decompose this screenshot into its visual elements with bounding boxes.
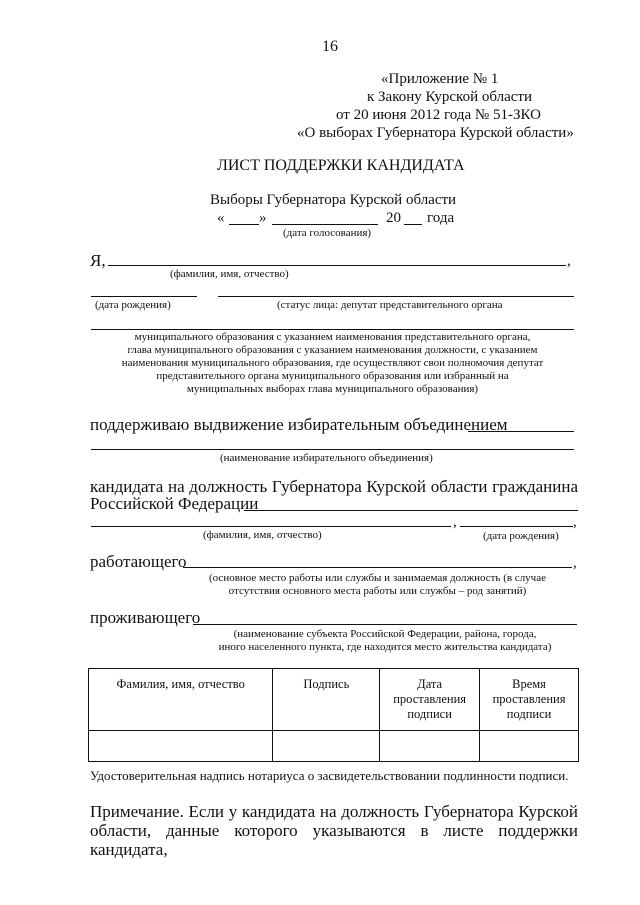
working-label: работающего (90, 552, 187, 571)
working-hint-line: отсутствия основного места работы или службы – род занятий) (228, 585, 527, 597)
residence-hint-line: иного населенного пункта, где находится место жительства кандидата) (218, 641, 552, 653)
date-year-prefix: 20 (386, 210, 401, 226)
working-hint-line: (основное место работы или службы и занимаемая должность (в случае (209, 572, 546, 584)
candidate-birthdate-hint: (дата рождения) (483, 530, 559, 542)
status-explanation-line: глава муниципального образования с указанием наименования должности, с указанием (127, 344, 538, 356)
signer-fio-hint: (фамилия, имя, отчество) (170, 268, 289, 280)
page-number: 16 (322, 38, 338, 55)
header-signature: Подпись (273, 669, 380, 731)
candidate-birthdate-field[interactable] (460, 526, 573, 527)
signer-fio-field[interactable] (108, 265, 566, 266)
signer-status-field[interactable] (218, 296, 574, 297)
residence-hint (193, 628, 577, 654)
status-explanation-line: муниципального образования с указанием наименования представительного органа, (134, 331, 531, 343)
table-row (89, 731, 579, 762)
comma: , (453, 514, 457, 530)
association-hint: (наименование избирательного объединения) (220, 452, 433, 464)
appendix-line-3: от 20 июня 2012 года № 51-ЗКО (336, 107, 541, 123)
association-field[interactable] (468, 431, 574, 432)
status-explanation-line: наименования муниципального образования, где осуществляют свои полномочия депутат (121, 357, 544, 369)
candidate-line-2: Российской Федерации (90, 494, 259, 513)
working-hint (183, 572, 572, 598)
residence-field[interactable] (193, 624, 577, 625)
date-day-field[interactable] (229, 224, 259, 225)
candidate-fio-field[interactable] (91, 526, 451, 527)
cell-time[interactable] (480, 731, 579, 762)
date-year-suffix: года (427, 210, 455, 226)
i-label: Я, (90, 251, 106, 270)
header-date: Дата проставления подписи (380, 669, 480, 731)
status-explanation-line: представительного органа муниципального образования или избранный на (156, 370, 509, 382)
signer-status-field-2[interactable] (91, 329, 574, 330)
date-year-field[interactable] (404, 224, 422, 225)
header-fio: Фамилия, имя, отчество (89, 669, 273, 731)
date-open-quote: « (217, 210, 225, 226)
appendix-line-2: к Закону Курской области (367, 89, 532, 105)
header-time: Время проставления подписи (480, 669, 579, 731)
elections-name: Выборы Губернатора Курской области (210, 192, 457, 208)
voting-date-hint: (дата голосования) (283, 227, 372, 239)
date-month-field[interactable] (272, 224, 378, 225)
appendix-line-1: «Приложение № 1 (381, 71, 499, 87)
cell-fio[interactable] (89, 731, 273, 762)
candidate-citizenship-field[interactable] (244, 510, 578, 511)
support-text: поддерживаю выдвижение избирательным объединением (90, 415, 508, 434)
candidate-line-1: кандидата на должность Губернатора Курской области гражданина (90, 477, 578, 496)
working-field[interactable] (183, 567, 572, 568)
note-line-1: Примечание. Если у кандидата на должность Губернатора Курской (90, 802, 578, 821)
table-header-row (89, 669, 579, 731)
comma: , (567, 253, 571, 269)
candidate-fio-hint: (фамилия, имя, отчество) (203, 529, 322, 541)
status-explanation (91, 331, 574, 396)
comma: , (573, 514, 577, 530)
note-line-2: области, данные которого указываются в листе поддержки кандидата, (90, 821, 578, 859)
cell-date[interactable] (380, 731, 480, 762)
living-label: проживающего (90, 608, 201, 627)
signer-birthdate-hint: (дата рождения) (95, 299, 171, 311)
notary-text: Удостоверительная надпись нотариуса о засвидетельствовании подлинности подписи. (90, 768, 569, 783)
comma: , (573, 555, 577, 571)
residence-hint-line: (наименование субъекта Российской Федерации, района, города, (233, 628, 537, 640)
cell-signature[interactable] (273, 731, 380, 762)
date-close-quote: » (259, 210, 267, 226)
appendix-line-4: «О выборах Губернатора Курской области» (297, 125, 574, 141)
form-title: ЛИСТ ПОДДЕРЖКИ КАНДИДАТА (217, 157, 465, 174)
signature-table (88, 668, 579, 762)
signer-status-hint: (статус лица: депутат представительного органа (277, 299, 503, 311)
signer-birthdate-field[interactable] (91, 296, 197, 297)
association-field-2[interactable] (91, 449, 574, 450)
status-explanation-line: муниципальных выборах глава муниципального образования) (186, 383, 479, 395)
